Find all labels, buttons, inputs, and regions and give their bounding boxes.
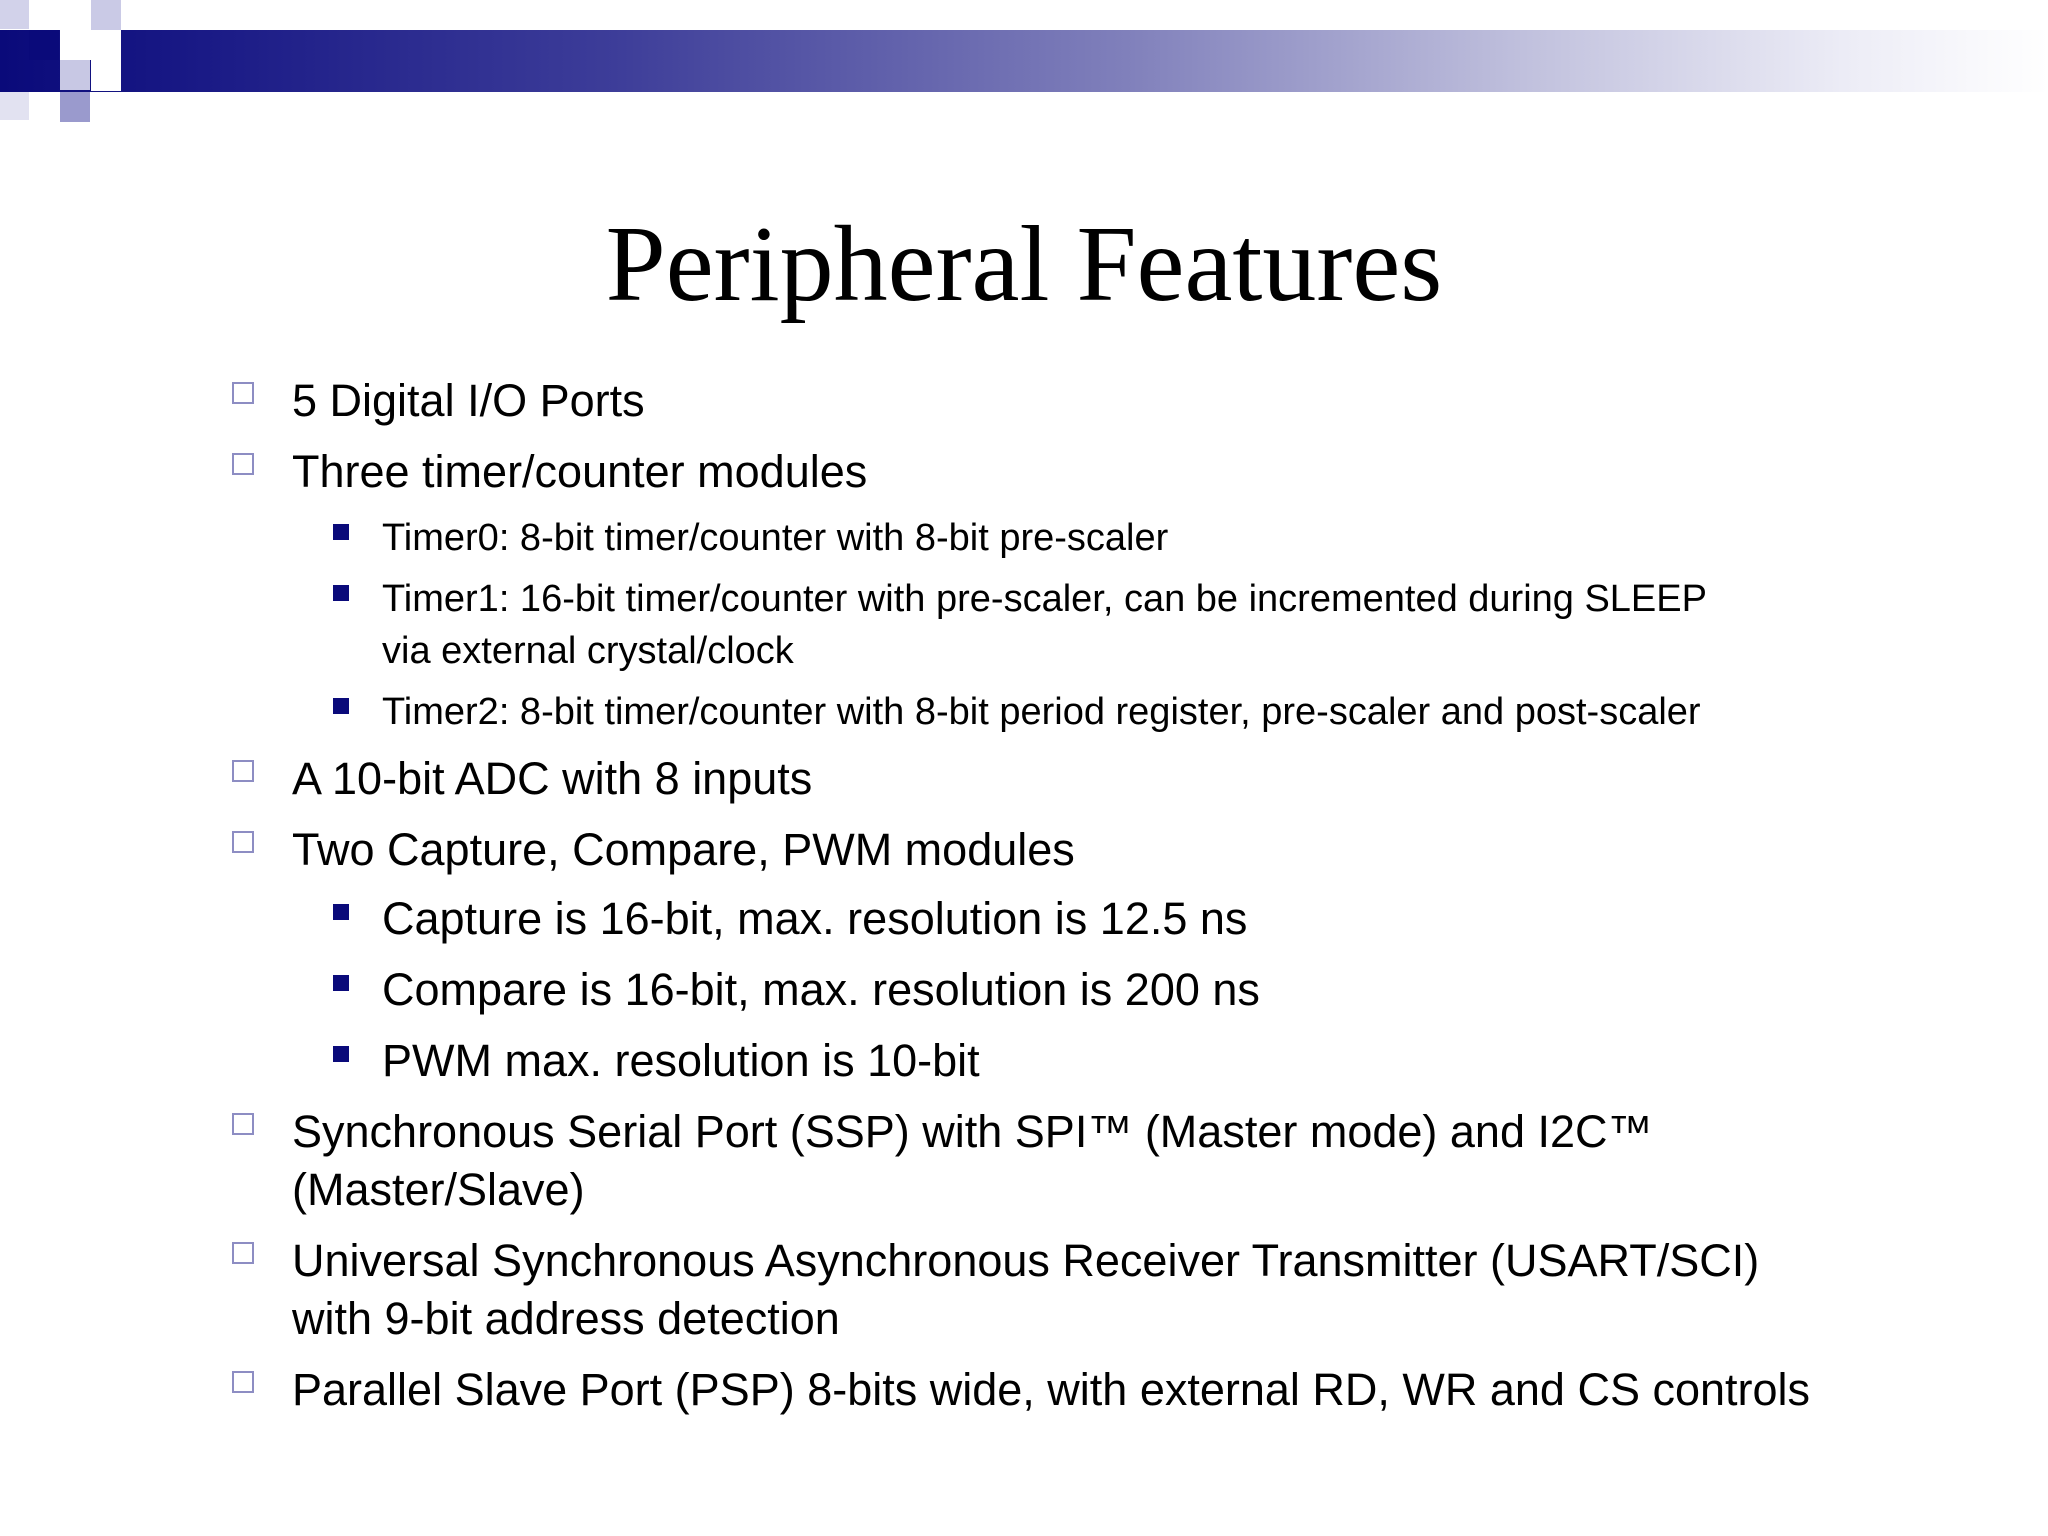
hollow-square-bullet-icon <box>232 382 254 404</box>
bullet-item: 5 Digital I/O Ports <box>292 375 645 426</box>
bullet-item: Three timer/counter modules <box>292 446 868 497</box>
hollow-square-bullet-icon <box>232 831 254 853</box>
bullet-item: Parallel Slave Port (PSP) 8-bits wide, with external RD, WR and CS controls <box>292 1364 1811 1415</box>
filled-square-bullet-icon <box>333 524 349 540</box>
bullet-item-continuation: (Master/Slave) <box>292 1164 585 1215</box>
bullet-item: A 10-bit ADC with 8 inputs <box>292 753 813 804</box>
bullet-item: Universal Synchronous Asynchronous Receiver Transmitter (USART/SCI) <box>292 1235 1760 1286</box>
sub-bullet-item-continuation: via external crystal/clock <box>382 630 794 672</box>
hollow-square-bullet-icon <box>232 453 254 475</box>
sub-bullet-item: Compare is 16-bit, max. resolution is 200 ns <box>382 964 1260 1015</box>
filled-square-bullet-icon <box>333 585 349 601</box>
slide-title: Peripheral Features <box>605 205 1443 324</box>
filled-square-bullet-icon <box>333 698 349 714</box>
sub-bullet-item: Timer0: 8-bit timer/counter with 8-bit pre-scaler <box>382 517 1169 559</box>
hollow-square-bullet-icon <box>232 760 254 782</box>
sub-bullet-item: Timer2: 8-bit timer/counter with 8-bit period register, pre-scaler and post-scaler <box>382 691 1701 733</box>
filled-square-bullet-icon <box>333 904 349 920</box>
bullet-item-continuation: with 9-bit address detection <box>292 1293 840 1344</box>
sub-bullet-item: Capture is 16-bit, max. resolution is 12.5 ns <box>382 893 1248 944</box>
hollow-square-bullet-icon <box>232 1371 254 1393</box>
bullet-item: Two Capture, Compare, PWM modules <box>292 824 1075 875</box>
sub-bullet-item: Timer1: 16-bit timer/counter with pre-scaler, can be incremented during SLEEP <box>382 578 1707 620</box>
filled-square-bullet-icon <box>333 1046 349 1062</box>
bullet-item: Synchronous Serial Port (SSP) with SPI™ (Master mode) and I2C™ <box>292 1106 1653 1157</box>
filled-square-bullet-icon <box>333 975 349 991</box>
hollow-square-bullet-icon <box>232 1113 254 1135</box>
sub-bullet-item: PWM max. resolution is 10-bit <box>382 1035 980 1086</box>
hollow-square-bullet-icon <box>232 1242 254 1264</box>
